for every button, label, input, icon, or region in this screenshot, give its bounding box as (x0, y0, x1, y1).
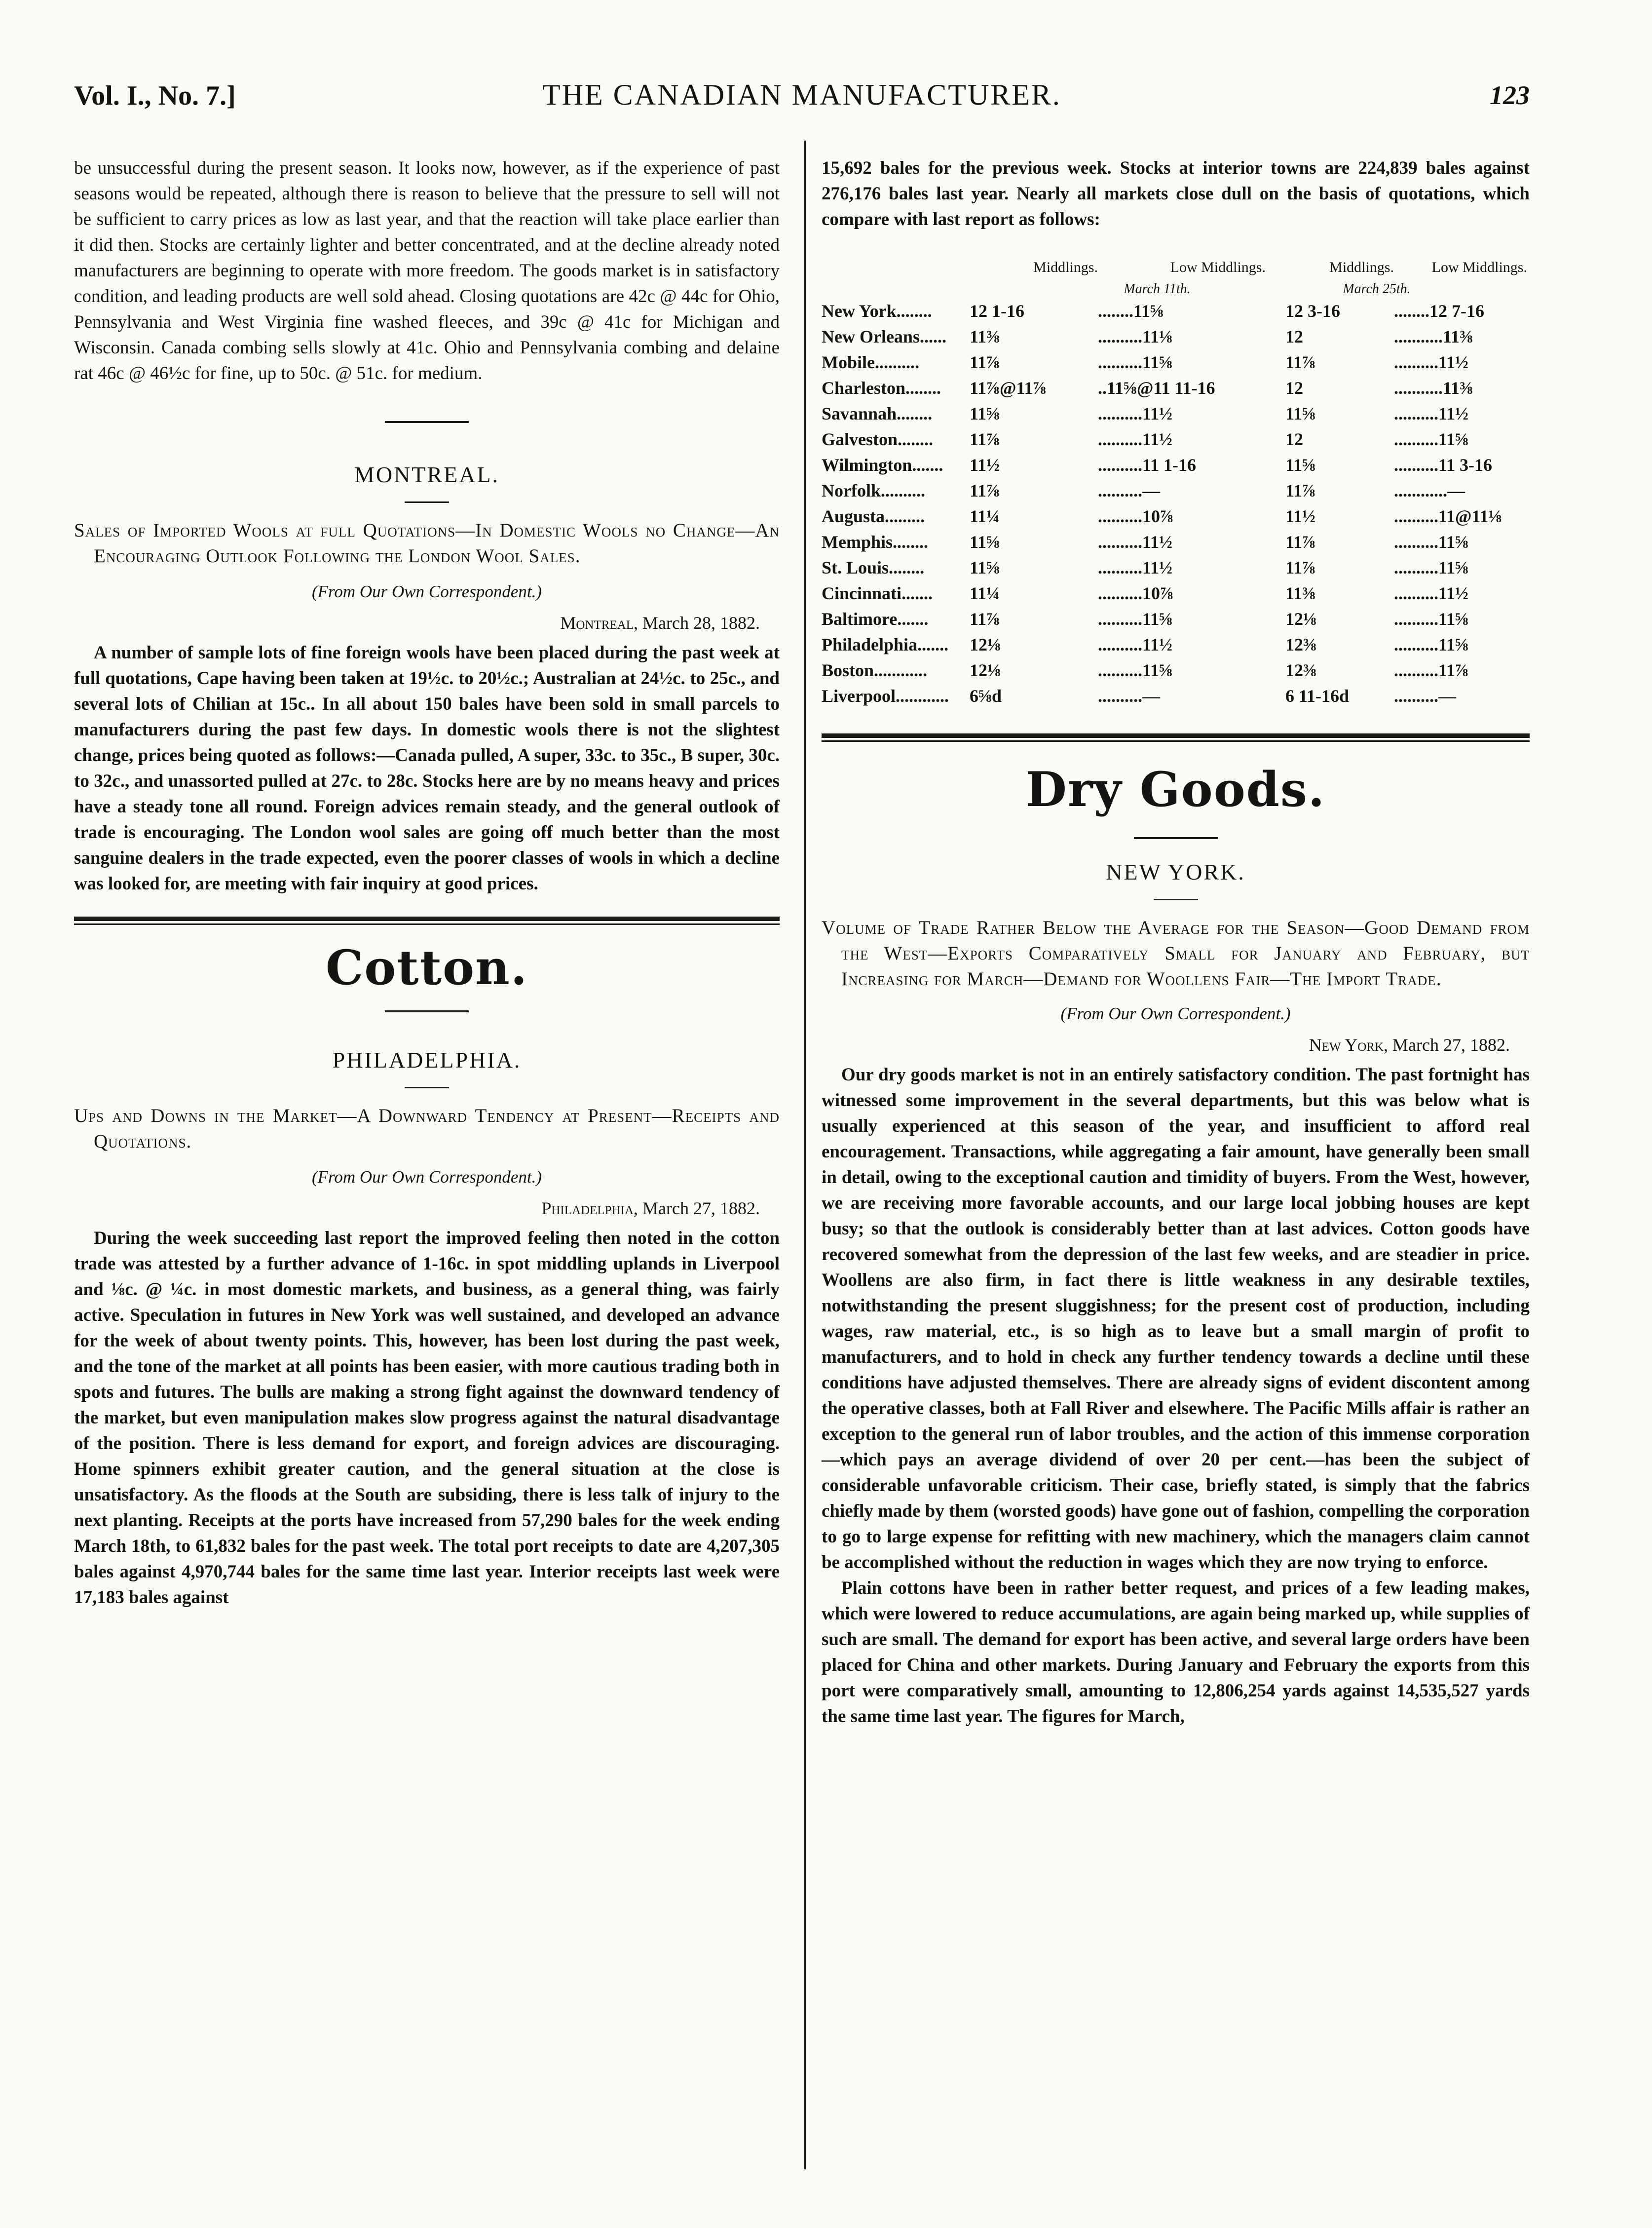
table-cell (1098, 478, 1266, 503)
leader-dots: ........ (897, 404, 933, 423)
leader-dots: ....... (897, 609, 929, 629)
leader-dots: .......... (1394, 635, 1438, 654)
city-name: Norfolk (822, 481, 881, 500)
low-middlings-march-11: 11⅝ (1133, 301, 1164, 321)
middlings-march-11: 11⅞@11⅞ (970, 378, 1047, 398)
leader-dots: ........ (896, 301, 932, 321)
new-york-body-1: Our dry goods market is not in an entirely satisfactory condition. The past fortnight has witnessed some improvement in the several departments, but this was below what is usually experienced at this season of the year, and insufficient to afford real encouragement. Transactions, while aggregating a fair amount, have generally been small in detail, owing to the exceptional caution and timidity of buyers. From the West, however, we are receiving more favorable accounts, and our large local jobbing houses are kept busy; so that the outlook is considerably better than at last advices. Cotton goods have recovered somewhat from the depression of the last few weeks, and are steadier in price. Woollens are also firm, in fact there is little weakness in any desirable textiles, notwithstanding the present sluggishness; for the present cost of production, including wages, raw material, etc., is so high as to leave but a small margin of profit to manufacturers, and to hold in check any further tendency towards a decline until these conditions have adjusted themselves. There are already signs of evident discontent among the operative classes, both at Fall River and elsewhere. The Pacific Mills affair is rather an exception to the general run of labor troubles, and the action of this immense corporation—which pays an average dividend of over 20 per cent.—has been the subject of considerable unfavorable criticism. Their case, briefly stated, is simply that the fabrics chiefly made by them (worsted goods) have gone out of fashion, compelling the corporation to go to large expense for refitting with new machinery, which the managers claim cannot be accomplished without the reduction in wages which they are now trying to enforce. (822, 1065, 1530, 1573)
left-column (74, 146, 780, 1611)
table-cell (1098, 426, 1266, 452)
middlings-march-11: 11⅞ (970, 429, 1000, 449)
leader-dots: ........ (893, 532, 928, 552)
cotton-section-title: Cotton. (325, 940, 528, 996)
table-cell (1394, 529, 1527, 555)
low-middlings-march-25: 11@11⅛ (1438, 506, 1502, 526)
table-cell (970, 580, 1098, 606)
middlings-march-25: 12⅜ (1285, 660, 1316, 680)
heading-divider (405, 501, 449, 503)
table-cell (1394, 478, 1527, 503)
table-row (822, 657, 1527, 683)
table-cell (1098, 375, 1266, 401)
table-cell (822, 503, 970, 529)
table-row (822, 478, 1527, 503)
column-rule (804, 141, 806, 2169)
table-cell (970, 452, 1098, 478)
table-cell (1266, 298, 1394, 324)
leader-dots: .......... (1098, 455, 1142, 475)
philadelphia-heading: PHILADELPHIA. (332, 1047, 522, 1073)
heading-divider (405, 1087, 449, 1088)
table-cell (1266, 580, 1394, 606)
table-cell (970, 478, 1098, 503)
leader-dots: ........ (889, 558, 925, 577)
city-name: Mobile (822, 352, 875, 372)
middlings-march-25: 11½ (1285, 506, 1316, 526)
city-name: Cincinnati (822, 583, 902, 603)
table-cell (1098, 503, 1266, 529)
table-cell (1266, 375, 1394, 401)
volume-number: Vol. I., No. 7.] (74, 80, 236, 111)
table-row (822, 426, 1527, 452)
middlings-march-25: 12⅜ (1285, 635, 1316, 654)
table-cell (970, 683, 1098, 709)
table-cell (970, 349, 1098, 375)
table-cell (822, 580, 970, 606)
middlings-march-11: 12 1-16 (970, 301, 1024, 321)
city-name: Augusta (822, 506, 885, 526)
table-row (822, 606, 1527, 632)
low-middlings-march-25: 11⅝ (1438, 635, 1469, 654)
middlings-march-11: 11⅝ (970, 404, 1000, 423)
table-cell (1266, 452, 1394, 478)
column-date-2: March 25th. (1343, 281, 1411, 297)
table-header-row (822, 255, 1527, 280)
table-row (822, 555, 1527, 580)
table-row (822, 324, 1527, 349)
section-divider (385, 421, 469, 423)
new-york-byline: (From Our Own Correspondent.) (1060, 1004, 1291, 1023)
low-middlings-march-25: — (1447, 481, 1465, 500)
low-middlings-march-25: — (1438, 686, 1456, 706)
page-number: 123 (1490, 80, 1530, 110)
low-middlings-march-11: 10⅞ (1142, 506, 1173, 526)
table-cell (1394, 349, 1527, 375)
table-cell (822, 401, 970, 426)
table-cell (822, 478, 970, 503)
middlings-march-25: 12 (1285, 378, 1303, 398)
table-cell (970, 375, 1098, 401)
new-york-dateline (822, 1035, 1530, 1055)
new-york-body-2: Plain cottons have been in rather better request, and prices of a few leading makes, which were lowered to reduce accumulations, are again being marked up, while supplies of such are small. The demand for export has been active, and several large orders have been placed for China and other markets. During January and February the exports from this port were comparatively small, amounting to 12,806,254 yards against 14,535,527 yards the same time last year. The figures for March, (822, 1578, 1530, 1727)
table-cell (1098, 529, 1266, 555)
dateline-date: , March 27, 1882. (1384, 1035, 1510, 1055)
middlings-march-25: 12 (1285, 429, 1303, 449)
middlings-march-11: 11⅝ (970, 558, 1000, 577)
table-cell (822, 606, 970, 632)
dateline-place: Philadelphia (541, 1198, 634, 1218)
low-middlings-march-11: 11⅛ (1142, 327, 1173, 346)
low-middlings-march-25: 12 7-16 (1429, 301, 1484, 321)
middlings-march-11: 11⅞ (970, 609, 1000, 629)
leader-dots: .......... (1098, 404, 1142, 423)
leader-dots: .......... (1394, 506, 1438, 526)
table-cell (822, 529, 970, 555)
leader-dots: .......... (1098, 686, 1142, 706)
leader-dots: .......... (1394, 429, 1438, 449)
table-cell (1098, 683, 1266, 709)
section-divider (1134, 837, 1218, 839)
middlings-march-11: 11⅜ (970, 327, 1000, 346)
table-cell (1098, 657, 1266, 683)
table-cell (1266, 401, 1394, 426)
table-row (822, 632, 1527, 657)
leader-dots: ........ (898, 429, 934, 449)
leader-dots: .......... (881, 481, 925, 500)
dateline-place: Montreal (560, 613, 634, 633)
low-middlings-march-25: 11⅜ (1443, 378, 1473, 398)
city-name: Boston (822, 660, 874, 680)
middlings-march-25: 12⅛ (1285, 609, 1316, 629)
new-york-subhead: Volume of Trade Rather Below the Average for the Season—Good Demand from the West—Exports Comparatively Small for January and February, but Increasing for March—Demand for Woollens Fair—The Import Trade. (822, 917, 1530, 990)
middlings-march-25: 11⅜ (1285, 583, 1316, 603)
table-cell (970, 529, 1098, 555)
table-cell (970, 324, 1098, 349)
middlings-march-25: 11⅞ (1285, 481, 1316, 500)
middlings-march-25: 12 (1285, 327, 1303, 346)
table-cell (1394, 375, 1527, 401)
montreal-body: A number of sample lots of fine foreign wools have been placed during the past week at full quotations, Cape having been taken at 19½c. to 20½c.; Australian at 24½c. to 25c., and several lots of Chilian at 15c.. In all about 150 bales have been sold in small parcels to manufacturers during the past few days. In domestic wools there is not the slightest change, prices being quoted as follows:—Canada pulled, A super, 33c. to 35c., B super, 30c. to 32c., and unassorted pulled at 27c. to 28c. Stocks here are by no means heavy and prices have a steady tone all round. Foreign advices remain steady, and the general outlook of trade is encouraging. The London wool sales are going off much better than the most sanguine dealers in the trade expected, even the poorer classes of wools in which a decline was looked for, are meeting with fair inquiry at good prices. (74, 643, 780, 894)
leader-dots: ........ (1394, 301, 1429, 321)
leader-dots: .......... (1394, 583, 1438, 603)
table-row (822, 683, 1527, 709)
table-cell (1394, 683, 1527, 709)
middlings-march-11: 11¼ (970, 583, 1000, 603)
newspaper-page (74, 74, 1530, 2177)
leader-dots: .......... (1098, 583, 1142, 603)
table-cell (822, 683, 970, 709)
city-name: Baltimore (822, 609, 898, 629)
table-cell (1098, 401, 1266, 426)
table-cell (1394, 298, 1527, 324)
table-cell (1394, 324, 1527, 349)
cotton-report-continued: 15,692 bales for the previous week. Stocks at interior towns are 224,839 bales against 276,176 bales last year. Nearly all markets close dull on the basis of quotations, which compare with last report as follows: (822, 158, 1530, 230)
leader-dots: .......... (1098, 481, 1142, 500)
table-cell (822, 349, 970, 375)
leader-dots: ............ (874, 660, 928, 680)
table-cell (970, 555, 1098, 580)
table-cell (1394, 606, 1527, 632)
table-cell (970, 426, 1098, 452)
dry-goods-section-title: Dry Goods. (1025, 762, 1326, 817)
leader-dots: .......... (1394, 404, 1438, 423)
table-cell (1394, 632, 1527, 657)
city-name: Philadelphia (822, 635, 918, 654)
low-middlings-march-11: 11⅝ (1142, 352, 1173, 372)
table-row (822, 452, 1527, 478)
leader-dots: .......... (1394, 609, 1438, 629)
table-cell (1266, 683, 1394, 709)
quotations-body (822, 298, 1527, 709)
low-middlings-march-25: 11⅝ (1438, 532, 1469, 552)
column-header-middlings: Middlings. (1033, 259, 1098, 275)
right-column (822, 146, 1530, 1729)
section-divider (385, 1010, 469, 1012)
philadelphia-body: During the week succeeding last report the improved feeling then noted in the cotton trade was attested by a further advance of 1-16c. in spot middling uplands in Liverpool and ⅛c. @ ¼c. in most domestic markets, and business, as a general thing, was fairly active. Speculation in futures in New York was well sustained, and developed an advance for the week of about twenty points. This, however, has been lost during the past week, and the tone of the market at all points has been easier, with more cautious trading both in spots and futures. The bulls are making a strong fight against the downward tendency of the market, but even manipulation makes slow progress against the natural disadvantage of the position. There is less demand for export, and foreign advices are discouraging. Home spinners exhibit greater caution, and the general situation at the close is unsatisfactory. As the floods at the South are subsiding, there is less talk of injury to the next planting. Receipts at the ports have increased from 57,290 bales for the week ending March 18th, to 61,832 bales for the past week. The total port receipts to date are 4,207,305 bales against 4,970,744 bales for the same time last year. Interior receipts last week were 17,183 bales against (74, 1228, 780, 1608)
middlings-march-11: 11⅝ (970, 532, 1000, 552)
table-cell (1098, 632, 1266, 657)
leader-dots: .......... (1098, 635, 1142, 654)
low-middlings-march-25: 11 3-16 (1438, 455, 1493, 475)
city-name: New York (822, 301, 897, 321)
low-middlings-march-11: 11 1-16 (1142, 455, 1197, 475)
leader-dots: ....... (912, 455, 943, 475)
montreal-dateline (74, 613, 780, 633)
low-middlings-march-11: — (1142, 686, 1160, 706)
leader-dots: .......... (1098, 506, 1142, 526)
running-head (74, 74, 1530, 118)
leader-dots: ............ (896, 686, 949, 706)
middlings-march-25: 6 11-16d (1285, 686, 1350, 706)
column-header-low-middlings: Low Middlings. (1170, 259, 1266, 275)
table-cell (1394, 657, 1527, 683)
table-cell (1098, 452, 1266, 478)
montreal-heading: MONTREAL. (354, 462, 500, 487)
low-middlings-march-11: 11½ (1142, 635, 1173, 654)
table-cell (822, 555, 970, 580)
low-middlings-march-25: 11½ (1438, 404, 1469, 423)
table-cell (822, 324, 970, 349)
table-row (822, 580, 1527, 606)
middlings-march-11: 6⅝d (970, 686, 1002, 706)
middlings-march-11: 12⅛ (970, 635, 1001, 654)
philadelphia-byline: (From Our Own Correspondent.) (311, 1167, 542, 1187)
city-name: Wilmington (822, 455, 912, 475)
leader-dots: .......... (1098, 429, 1142, 449)
table-cell (822, 375, 970, 401)
dateline-place: New York (1309, 1035, 1384, 1055)
dateline-date: , March 28, 1882. (634, 613, 760, 633)
table-cell (1266, 503, 1394, 529)
middlings-march-11: 11½ (970, 455, 1000, 475)
leader-dots: .......... (1394, 532, 1438, 552)
cotton-quotations-table (822, 255, 1527, 709)
table-cell (1098, 298, 1266, 324)
table-cell (1266, 349, 1394, 375)
table-cell (1266, 555, 1394, 580)
low-middlings-march-25: 11½ (1438, 352, 1469, 372)
table-cell (1394, 426, 1527, 452)
table-cell (1394, 555, 1527, 580)
middlings-march-25: 11⅞ (1285, 532, 1316, 552)
middlings-march-11: 11⅞ (970, 481, 1000, 500)
table-cell (1098, 606, 1266, 632)
publication-title: THE CANADIAN MANUFACTURER. (542, 78, 1061, 111)
leader-dots: .......... (1394, 686, 1438, 706)
low-middlings-march-25: 11⅞ (1438, 660, 1469, 680)
low-middlings-march-11: 11½ (1142, 429, 1173, 449)
low-middlings-march-11: 11½ (1142, 558, 1173, 577)
montreal-byline: (From Our Own Correspondent.) (311, 582, 542, 601)
table-cell (970, 298, 1098, 324)
table-cell (1098, 324, 1266, 349)
section-double-rule (822, 733, 1530, 742)
column-header-middlings: Middlings. (1329, 259, 1394, 275)
leader-dots: .......... (1098, 558, 1142, 577)
low-middlings-march-11: 11½ (1142, 404, 1173, 423)
city-name: Charleston (822, 378, 905, 398)
low-middlings-march-11: — (1142, 481, 1160, 500)
middlings-march-11: 12⅛ (970, 660, 1001, 680)
low-middlings-march-11: 11½ (1142, 532, 1173, 552)
city-name: New Orleans (822, 327, 920, 346)
table-row (822, 375, 1527, 401)
philadelphia-dateline (74, 1198, 780, 1219)
low-middlings-march-11: 10⅞ (1142, 583, 1173, 603)
leader-dots: .......... (1098, 660, 1142, 680)
column-header-low-middlings: Low Middlings. (1431, 259, 1527, 275)
table-cell (1098, 580, 1266, 606)
table-subheader-row (822, 280, 1527, 298)
leader-dots: .......... (1394, 455, 1438, 475)
table-cell (1394, 401, 1527, 426)
leader-dots: ....... (901, 583, 933, 603)
city-name: Galveston (822, 429, 898, 449)
table-cell (1266, 606, 1394, 632)
table-cell (1266, 324, 1394, 349)
table-cell (822, 632, 970, 657)
low-middlings-march-25: 11⅜ (1443, 327, 1473, 346)
leader-dots: .......... (1098, 352, 1142, 372)
middlings-march-11: 11¼ (970, 506, 1000, 526)
table-cell (1098, 349, 1266, 375)
leader-dots: ....... (917, 635, 949, 654)
leader-dots: .......... (1394, 660, 1438, 680)
middlings-march-25: 11⅞ (1285, 558, 1316, 577)
table-row (822, 401, 1527, 426)
city-name: Liverpool (822, 686, 896, 706)
column-date-1: March 11th. (1124, 281, 1191, 297)
table-cell (1266, 657, 1394, 683)
table-cell (822, 452, 970, 478)
leader-dots: .......... (874, 352, 919, 372)
table-cell (970, 657, 1098, 683)
table-cell (1266, 478, 1394, 503)
leader-dots: ........ (1098, 301, 1133, 321)
leader-dots: ........... (1394, 327, 1443, 346)
table-row (822, 503, 1527, 529)
middlings-march-25: 11⅞ (1285, 352, 1316, 372)
table-cell (970, 632, 1098, 657)
table-cell (1266, 426, 1394, 452)
table-cell (970, 503, 1098, 529)
leader-dots: .......... (1098, 532, 1142, 552)
montreal-subhead: Sales of Imported Wools at full Quotations—In Domestic Wools no Change—An Encouraging Outlook Following the London Wool Sales. (74, 520, 780, 567)
leader-dots: .......... (1394, 352, 1438, 372)
low-middlings-march-25: 11⅝ (1438, 429, 1469, 449)
philadelphia-subhead: Ups and Downs in the Market—A Downward Tendency at Present—Receipts and Quotations. (74, 1105, 780, 1152)
low-middlings-march-25: 11⅝ (1438, 558, 1469, 577)
wool-report-continued: be unsuccessful during the present season. It looks now, however, as if the experience of past seasons would be repeated, although there is reason to believe that the pressure to sell will not be sufficient to carry prices as low as last year, and that the reaction will take place earlier than it did then. Stocks are certainly lighter and better concentrated, and at the decline already noted manufacturers are beginning to operate with more freedom. The goods market is in satisfactory condition, and leading products are well sold ahead. Closing quotations are 42c @ 44c for Ohio, Pennsylvania and West Virginia fine washed fleeces, and 39c @ 41c for Michigan and Wisconsin. Canada combing sells slowly at 41c. Ohio and Pennsylvania combing and delaine rat 46c @ 46½c for fine, up to 50c. @ 51c. for medium. (74, 158, 780, 384)
middlings-march-25: 12 3-16 (1285, 301, 1340, 321)
table-cell (1394, 503, 1527, 529)
leader-dots: .......... (1098, 609, 1142, 629)
leader-dots: ............ (1394, 481, 1447, 500)
table-cell (822, 426, 970, 452)
leader-dots: ........ (905, 378, 941, 398)
section-double-rule (74, 917, 780, 925)
leader-dots: ...... (919, 327, 946, 346)
table-cell (1394, 580, 1527, 606)
heading-divider (1154, 899, 1198, 900)
table-row (822, 529, 1527, 555)
leader-dots: ......... (885, 506, 925, 526)
low-middlings-march-25: 11½ (1438, 583, 1469, 603)
low-middlings-march-11: 11⅝@11 11-16 (1107, 378, 1215, 398)
middlings-march-25: 11⅝ (1285, 455, 1316, 475)
table-cell (1266, 529, 1394, 555)
table-cell (970, 401, 1098, 426)
new-york-heading: NEW YORK. (1106, 859, 1245, 884)
table-cell (1266, 632, 1394, 657)
table-row (822, 298, 1527, 324)
low-middlings-march-11: 11⅝ (1142, 609, 1173, 629)
table-cell (1098, 555, 1266, 580)
leader-dots: .......... (1098, 327, 1142, 346)
dateline-date: , March 27, 1882. (634, 1198, 760, 1218)
table-cell (1394, 452, 1527, 478)
middlings-march-11: 11⅞ (970, 352, 1000, 372)
table-row (822, 349, 1527, 375)
city-name: Savannah (822, 404, 897, 423)
table-cell (822, 298, 970, 324)
table-cell (822, 657, 970, 683)
low-middlings-march-11: 11⅝ (1142, 660, 1173, 680)
leader-dots: ........... (1394, 378, 1443, 398)
table-cell (970, 606, 1098, 632)
city-name: St. Louis (822, 558, 889, 577)
middlings-march-25: 11⅝ (1285, 404, 1316, 423)
leader-dots: .. (1098, 378, 1107, 398)
city-name: Memphis (822, 532, 893, 552)
low-middlings-march-25: 11⅝ (1438, 609, 1469, 629)
leader-dots: .......... (1394, 558, 1438, 577)
